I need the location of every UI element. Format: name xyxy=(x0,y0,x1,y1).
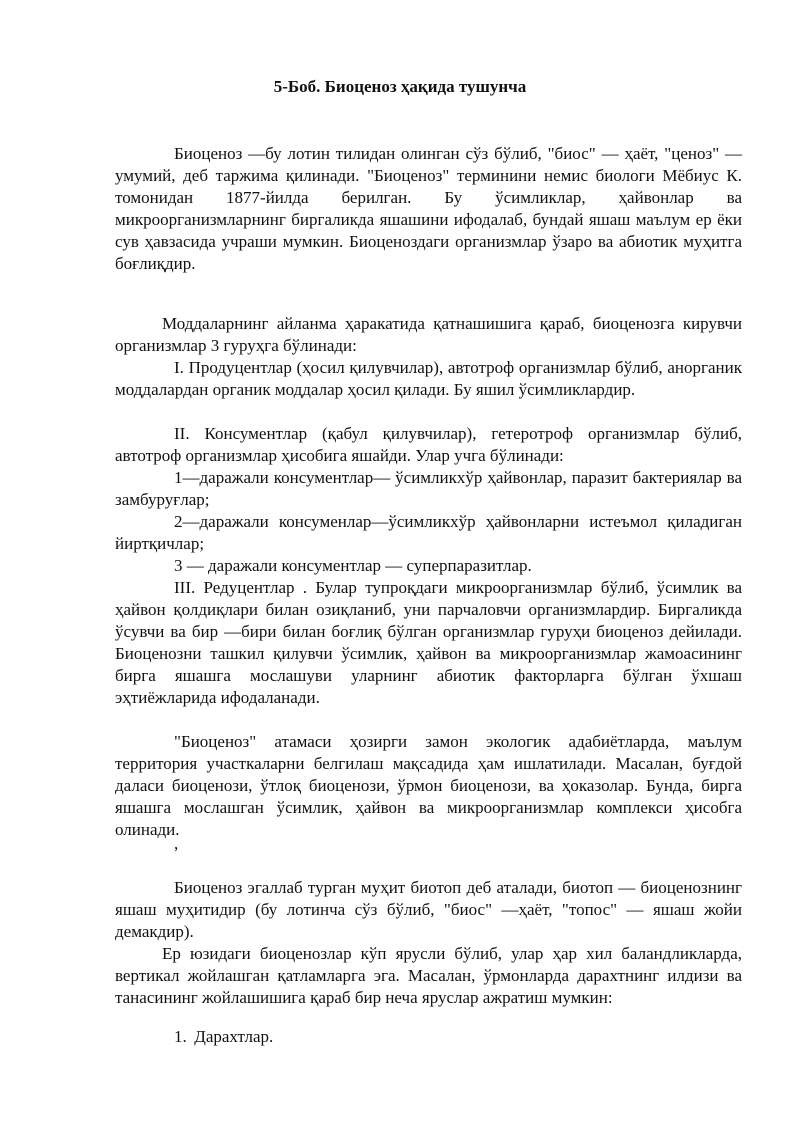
chapter-title: 5-Боб. Биоценоз ҳақида тушунча xyxy=(273,77,527,96)
paragraph-producers: I. Продуцентлар (ҳосил қилувчилар), автотроф организмлар бўлиб, анорганик моддалардан органик моддалар ҳосил қилади. Бу яшил ўсимликлардир. xyxy=(115,358,742,399)
paragraph-groups-intro: Моддаларнинг айланма ҳаракатида қатнашишига қараб, биоценозга кирувчи организмлар 3 гуруҳга бўлинади: xyxy=(115,314,742,355)
paragraph-consumers-level-2: 2—даражали консуменлар—ўсимликхўр ҳайвонларни истеъмол қиладиган йиртқичлар; xyxy=(115,512,742,553)
paragraph-definition: Биоценоз —бу лотин тилидан олинган сўз бўлиб, "биос" — ҳаёт, "ценоз" —умумий, деб таржима қилинади. "Биоценоз" терминини немис биологи Мёбиус К. томонидан 1877-йилда берилган. Бу ўсимликлар, ҳайвонлар ва микроорганизмларнинг биргаликда яшашини ифодалаб, бундай яшаш маълум ер ёки сув ҳавзасида учраши мумкин. Биоценоздаги организмлар ўзаро ва абиотик муҳитга боғлиқдир. xyxy=(115,144,742,273)
paragraph-layers: Ер юзидаги биоценозлар кўп ярусли бўлиб, улар ҳар хил баландликларда, вертикал жойлашган қатламларга эга. Масалан, ўрмонларда дарахтнинг илдизи ва танасининг жойлашишига қараб бир неча яруслар ажратиш мумкин: xyxy=(115,944,742,1007)
stray-comma: , xyxy=(174,834,179,853)
paragraph-consumers-level-1: 1—даражали консументлар— ўсимликхўр ҳайвонлар, паразит бактериялар ва замбуруғлар; xyxy=(115,468,742,509)
paragraph-biocenosis-term: "Биоценоз" атамаси ҳозирги замон экологик адабиётларда, маълум территория участкаларни белгилаш мақсадида ҳам ишлатилади. Масалан, буғдой даласи биоценози, ўтлоқ биоценози, ўрмон биоценози, ва ҳоказолар. Бунда, бирга яшашга мослашган ўсимлик, ҳайвон ва микроорганизмлар комплекси ҳисобга олинади. xyxy=(115,732,742,839)
paragraph-biotope: Биоценоз эгаллаб турган муҳит биотоп деб аталади, биотоп — биоценознинг яшаш муҳитидир (бу лотинча сўз бўлиб, "биос" —ҳаёт, "топос" — яшаш жойи демакдир). xyxy=(115,878,742,941)
list-number: 1. xyxy=(174,1027,187,1046)
paragraph-consumers-level-3: 3 — даражали консументлар — суперпаразитлар. xyxy=(174,556,532,575)
paragraph-reducers: III. Редуцентлар . Булар тупроқдаги микроорганизмлар бўлиб, ўсимлик ва ҳайвон қолдиқлари билан озиқланиб, уни парчаловчи организмлардир. Биргаликда ўсувчи ва бир —бири билан боғлиқ бўлган организмлар гуруҳи биоценоз дейилади. Биоценозни ташкил қилувчи ўсимлик, ҳайвон ва микроорганизмлар жамоасининг бирга яшашга мослашуви уларнинг абиотик факторларга бўлган ўхшаш эҳтиёжларида ифодаланади. xyxy=(115,578,742,707)
paragraph-consumers: II. Консументлар (қабул қилувчилар), гетеротроф организмлар бўлиб, автотроф организмлар ҳисобига яшайди. Улар учга бўлинади: xyxy=(115,424,742,465)
list-item-label: Дарахтлар. xyxy=(194,1027,274,1046)
list-item xyxy=(115,1026,742,1048)
